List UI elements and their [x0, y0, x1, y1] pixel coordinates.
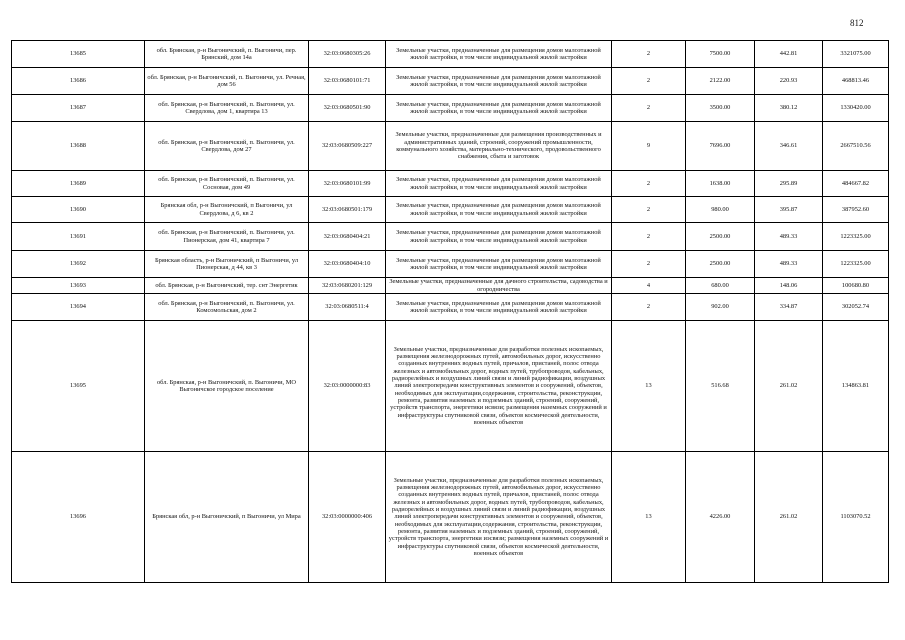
page-number: 812: [850, 18, 864, 28]
cadastral-number-cell: 32:03:0680511:4: [309, 294, 386, 321]
row-number-cell: 13690: [12, 197, 145, 223]
address-cell: Брянская обл, р-н Выгоничский, п Выгоничи, ул Свердлова, д 6, кв 2: [145, 197, 309, 223]
address-cell: обл. Брянская, р-н Выгоничский, п. Выгоничи, ул. Пионерская, дом 41, квартира 7: [145, 223, 309, 251]
area-cell: 7500.00: [686, 41, 755, 68]
group-cell: 2: [612, 171, 686, 197]
area-cell: 7696.00: [686, 122, 755, 171]
table-row: [12, 251, 889, 278]
group-cell: 2: [612, 197, 686, 223]
value-cell: 2667510.56: [823, 122, 889, 171]
area-cell: 2500.00: [686, 251, 755, 278]
group-cell: 2: [612, 223, 686, 251]
row-number-cell: 13691: [12, 223, 145, 251]
area-cell: 3500.00: [686, 95, 755, 122]
value-cell: 468813.46: [823, 68, 889, 95]
value-cell: 1103070.52: [823, 452, 889, 583]
purpose-cell: Земельные участки, предназначенные для размещения домов малоэтажной жилой застройки, в том числе индивидуальной жилой застройки: [386, 41, 612, 68]
rate-cell: 395.87: [755, 197, 823, 223]
group-cell: 2: [612, 41, 686, 68]
group-cell: 13: [612, 452, 686, 583]
purpose-cell: Земельные участки, предназначенные для размещения домов малоэтажной жилой застройки, в том числе индивидуальной жилой застройки: [386, 251, 612, 278]
purpose-cell: Земельные участки, предназначенные для дачного строительства, садоводства и огородничества: [386, 278, 612, 294]
address-cell: обл. Брянская, р-н Выгоничский, п. Выгоничи, ул. Комсомольская, дом 2: [145, 294, 309, 321]
table-row: [12, 223, 889, 251]
cadastral-number-cell: 32:03:0680305:26: [309, 41, 386, 68]
group-cell: 4: [612, 278, 686, 294]
table-row: [12, 278, 889, 294]
address-cell: обл. Брянская, р-н Выгоничский, п. Выгоничи, ул. Речная, дом 56: [145, 68, 309, 95]
cadastral-number-cell: 32:03:0000000:83: [309, 321, 386, 452]
cadastral-number-cell: 32:03:0680509:227: [309, 122, 386, 171]
table-body: [12, 41, 889, 583]
row-number-cell: 13694: [12, 294, 145, 321]
table-row: [12, 41, 889, 68]
area-cell: 2500.00: [686, 223, 755, 251]
table-row: [12, 321, 889, 452]
address-cell: обл. Брянская, р-н Выгоничский, п. Выгоничи, МО Выгоничское городское поселение: [145, 321, 309, 452]
table-row: [12, 197, 889, 223]
cadastral-number-cell: 32:03:0680404:21: [309, 223, 386, 251]
row-number-cell: 13692: [12, 251, 145, 278]
row-number-cell: 13695: [12, 321, 145, 452]
rate-cell: 346.61: [755, 122, 823, 171]
value-cell: 100680.80: [823, 278, 889, 294]
area-cell: 902.00: [686, 294, 755, 321]
group-cell: 2: [612, 251, 686, 278]
group-cell: 2: [612, 294, 686, 321]
cadastral-number-cell: 32:03:0680501:179: [309, 197, 386, 223]
cadastral-number-cell: 32:03:0680101:71: [309, 68, 386, 95]
purpose-cell: Земельные участки, предназначенные для размещения домов малоэтажной жилой застройки, в том числе индивидуальной жилой застройки: [386, 223, 612, 251]
row-number-cell: 13696: [12, 452, 145, 583]
purpose-cell: Земельные участки, предназначенные для размещения производственных и административных зданий, строений, сооружений промышленности, коммунального хозяйства, материально-технического, продовольственного снабжения, сбыта и заготовок: [386, 122, 612, 171]
purpose-cell: Земельные участки, предназначенные для размещения домов малоэтажной жилой застройки, в том числе индивидуальной жилой застройки: [386, 171, 612, 197]
table-row: [12, 294, 889, 321]
rate-cell: 295.89: [755, 171, 823, 197]
table-row: [12, 122, 889, 171]
row-number-cell: 13687: [12, 95, 145, 122]
cadastral-number-cell: 32:03:0680501:90: [309, 95, 386, 122]
address-cell: обл. Брянская, р-н Выгоничский, п. Выгоничи, ул. Сосновая, дом 49: [145, 171, 309, 197]
cadastral-number-cell: 32:03:0680404:10: [309, 251, 386, 278]
value-cell: 1223325.00: [823, 223, 889, 251]
value-cell: 302052.74: [823, 294, 889, 321]
table-row: [12, 452, 889, 583]
cadastral-number-cell: 32:03:0000000:406: [309, 452, 386, 583]
rate-cell: 261.02: [755, 452, 823, 583]
address-cell: Брянская область, р-н Выгоничский, п Выгоничи, ул Пионерская, д 44, кв 3: [145, 251, 309, 278]
rate-cell: 334.87: [755, 294, 823, 321]
address-cell: Брянская обл, р-н Выгоничский, п Выгоничи, ул Мира: [145, 452, 309, 583]
area-cell: 980.00: [686, 197, 755, 223]
group-cell: 9: [612, 122, 686, 171]
value-cell: 387952.60: [823, 197, 889, 223]
address-cell: обл. Брянская, р-н Выгоничский, п. Выгоничи, ул. Свердлова, дом 1, квартира 13: [145, 95, 309, 122]
purpose-cell: Земельные участки, предназначенные для размещения домов малоэтажной жилой застройки, в том числе индивидуальной жилой застройки: [386, 294, 612, 321]
value-cell: 1330420.00: [823, 95, 889, 122]
area-cell: 4226.00: [686, 452, 755, 583]
rate-cell: 489.33: [755, 223, 823, 251]
rate-cell: 220.93: [755, 68, 823, 95]
area-cell: 1638.00: [686, 171, 755, 197]
cadastral-value-table: [11, 40, 889, 583]
value-cell: 1223325.00: [823, 251, 889, 278]
address-cell: обл. Брянская, р-н Выгоничский, тер. снт Энергетик: [145, 278, 309, 294]
cadastral-number-cell: 32:03:0680101:99: [309, 171, 386, 197]
area-cell: 680.00: [686, 278, 755, 294]
rate-cell: 148.06: [755, 278, 823, 294]
row-number-cell: 13688: [12, 122, 145, 171]
row-number-cell: 13693: [12, 278, 145, 294]
rate-cell: 261.02: [755, 321, 823, 452]
cadastral-number-cell: 32:03:0680201:129: [309, 278, 386, 294]
table-row: [12, 171, 889, 197]
purpose-cell: Земельные участки, предназначенные для размещения домов малоэтажной жилой застройки, в том числе индивидуальной жилой застройки: [386, 68, 612, 95]
group-cell: 13: [612, 321, 686, 452]
group-cell: 2: [612, 68, 686, 95]
purpose-cell: Земельные участки, предназначенные для разработки полезных ископаемых, размещения железнодорожных путей, автомобильных дорог, искусственно созданных внутренних водных путей, причалов, пристаней, полос отвода железных и автомобильных дорог, водных путей, трубопроводов, кабельных, радиорелейных и воздушных линий связи и линий радиофикации, воздушных линий электропередачи конструктивных элементов и сооружений, объектов, необходимых для эксплуатации,содержания, строительства, реконструкции, ремонта, развития наземных и подземных зданий, строений, сооружений, устройств транспорта, энергетики иэсвязи; размещения наземных сооружений и инфраструктуры спутниковой связи, объектов космической деятельности, военных объектов: [386, 452, 612, 583]
value-cell: 134863.81: [823, 321, 889, 452]
address-cell: обл. Брянская, р-н Выгоничский, п. Выгоничи, ул. Свердлова, дом 27: [145, 122, 309, 171]
table-row: [12, 95, 889, 122]
rate-cell: 380.12: [755, 95, 823, 122]
address-cell: обл. Брянская, р-н Выгоничский, п. Выгоничи, пер. Брянский, дом 14а: [145, 41, 309, 68]
row-number-cell: 13686: [12, 68, 145, 95]
rate-cell: 489.33: [755, 251, 823, 278]
purpose-cell: Земельные участки, предназначенные для размещения домов малоэтажной жилой застройки, в том числе индивидуальной жилой застройки: [386, 197, 612, 223]
area-cell: 516.68: [686, 321, 755, 452]
rate-cell: 442.81: [755, 41, 823, 68]
value-cell: 484667.82: [823, 171, 889, 197]
area-cell: 2122.00: [686, 68, 755, 95]
row-number-cell: 13685: [12, 41, 145, 68]
value-cell: 3321075.00: [823, 41, 889, 68]
row-number-cell: 13689: [12, 171, 145, 197]
group-cell: 2: [612, 95, 686, 122]
table-row: [12, 68, 889, 95]
purpose-cell: Земельные участки, предназначенные для разработки полезных ископаемых, размещения железнодорожных путей, автомобильных дорог, искусственно созданных внутренних водных путей, причалов, пристаней, полос отвода железных и автомобильных дорог, водных путей, трубопроводов, кабельных, радиорелейных и воздушных линий связи и линий радиофикации, воздушных линий электропередачи конструктивных элементов и сооружений, объектов, необходимых для эксплуатации,содержания, строительства, реконструкции, ремонта, развития наземных и подземных зданий, строений, сооружений, устройств транспорта, энергетики исвязи; размещения наземных сооружений и инфраструктуры спутниковой связи, объектов космической деятельности, военных объектов: [386, 321, 612, 452]
purpose-cell: Земельные участки, предназначенные для размещения домов малоэтажной жилой застройки, в том числе индивидуальной жилой застройки: [386, 95, 612, 122]
